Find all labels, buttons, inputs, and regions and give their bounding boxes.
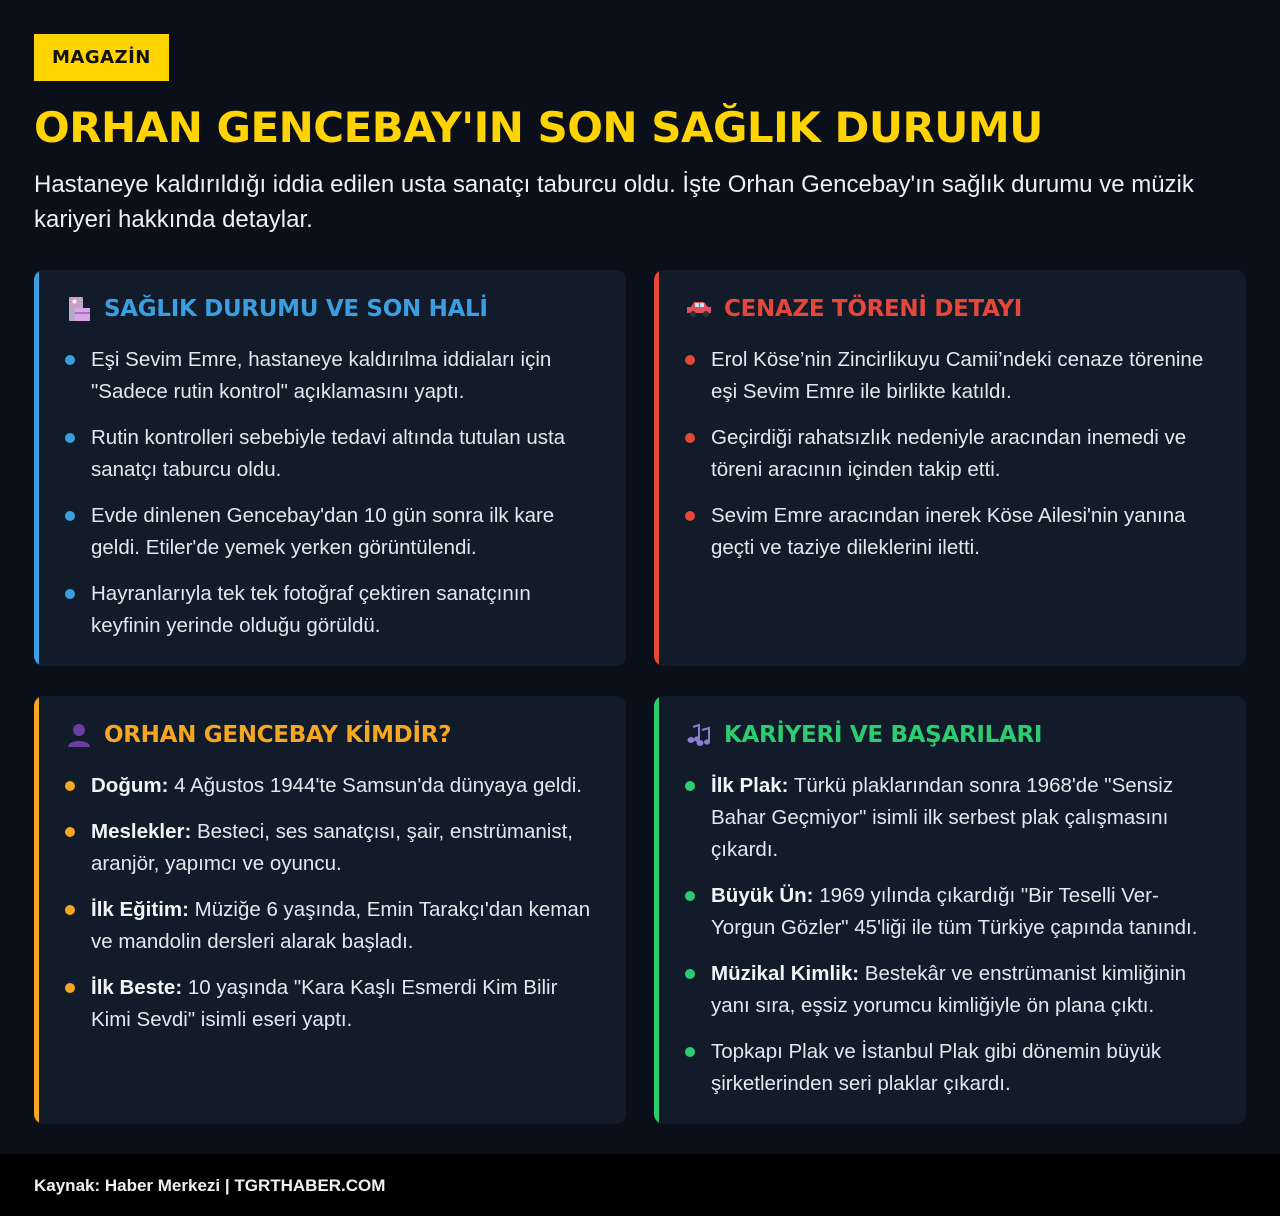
bullet-dot-icon [65, 589, 75, 599]
card-title: KARİYERİ VE BAŞARILARI [724, 722, 1043, 748]
card-title: ORHAN GENCEBAY KİMDİR? [104, 722, 452, 748]
bullet-list [684, 344, 1220, 564]
bullet-dot-icon [685, 781, 695, 791]
list-item: Eşi Sevim Emre, hastaneye kaldırılma iddiaları için "Sadece rutin kontrol" açıklamasını yaptı. [64, 344, 600, 408]
card-header [64, 292, 600, 326]
list-item: İlk Eğitim: Müziğe 6 yaşında, Emin Tarakçı'dan keman ve mandolin dersleri alarak başladı. [64, 894, 600, 958]
bullet-dot-icon [65, 827, 75, 837]
info-cards-grid [34, 270, 1246, 1124]
bullet-dot-icon [685, 969, 695, 979]
bullet-dot-icon [65, 511, 75, 521]
bullet-dot-icon [685, 891, 695, 901]
bullet-dot-icon [65, 905, 75, 915]
card-title: CENAZE TÖRENİ DETAYI [724, 296, 1023, 322]
card-funeral-detail [654, 270, 1246, 666]
card-health-status [34, 270, 626, 666]
list-item: Topkapı Plak ve İstanbul Plak gibi dönemin büyük şirketlerinden seri plaklar çıkardı. [684, 1036, 1220, 1100]
list-item: Sevim Emre aracından inerek Köse Ailesi'nin yanına geçti ve taziye dileklerini iletti. [684, 500, 1220, 564]
list-item: Geçirdiği rahatsızlık nedeniyle aracından inemedi ve töreni aracının içinden takip etti. [684, 422, 1220, 486]
card-header [684, 718, 1220, 752]
person-icon [64, 720, 94, 750]
car-icon [684, 294, 714, 324]
bullet-list [64, 770, 600, 1036]
hospital-icon [64, 294, 94, 324]
category-badge[interactable]: MAGAZİN [34, 34, 169, 81]
bullet-dot-icon [65, 781, 75, 791]
list-item: Erol Köse’nin Zincirlikuyu Camii’ndeki cenaze törenine eşi Sevim Emre ile birlikte katıldı. [684, 344, 1220, 408]
source-footer [0, 1154, 1280, 1216]
bullet-dot-icon [685, 433, 695, 443]
card-header [684, 292, 1220, 326]
list-item: İlk Beste: 10 yaşında "Kara Kaşlı Esmerdi Kim Bilir Kimi Sevdi" isimli eseri yaptı. [64, 972, 600, 1036]
bullet-dot-icon [685, 1047, 695, 1057]
bullet-dot-icon [685, 511, 695, 521]
music-notes-icon [684, 720, 714, 750]
bullet-dot-icon [65, 983, 75, 993]
bullet-dot-icon [685, 355, 695, 365]
card-header [64, 718, 600, 752]
list-item: Hayranlarıyla tek tek fotoğraf çektiren sanatçının keyfinin yerinde olduğu görüldü. [64, 578, 600, 642]
list-item: Müzikal Kimlik: Bestekâr ve enstrümanist kimliğinin yanı sıra, eşsiz yorumcu kimliğiyle ön plana çıktı. [684, 958, 1220, 1022]
card-career [654, 696, 1246, 1124]
page-subtitle: Hastaneye kaldırıldığı iddia edilen usta sanatçı taburcu oldu. İşte Orhan Gencebay'ın sağlık durumu ve müzik kariyeri hakkında detaylar. [34, 171, 1194, 233]
list-item: Doğum: 4 Ağustos 1944'te Samsun'da dünyaya geldi. [64, 770, 600, 802]
list-item: Meslekler: Besteci, ses sanatçısı, şair, enstrümanist, aranjör, yapımcı ve oyuncu. [64, 816, 600, 880]
list-item: Evde dinlenen Gencebay'dan 10 gün sonra ilk kare geldi. Etiler'de yemek yerken görüntülendi. [64, 500, 600, 564]
list-item: İlk Plak: Türkü plaklarından sonra 1968'de "Sensiz Bahar Geçmiyor" isimli ilk serbest plak çalışmasını çıkardı. [684, 770, 1220, 866]
bullet-list [64, 344, 600, 642]
list-item: Büyük Ün: 1969 yılında çıkardığı "Bir Teselli Ver-Yorgun Gözler" 45'liği ile tüm Türkiye çapında tanındı. [684, 880, 1220, 944]
list-item: Rutin kontrolleri sebebiyle tedavi altında tutulan usta sanatçı taburcu oldu. [64, 422, 600, 486]
card-biography [34, 696, 626, 1124]
source-credit[interactable]: Kaynak: Haber Merkezi | TGRTHABER.COM [34, 1176, 386, 1195]
bullet-dot-icon [65, 433, 75, 443]
bullet-dot-icon [65, 355, 75, 365]
bullet-list [684, 770, 1220, 1100]
card-title: SAĞLIK DURUMU VE SON HALİ [104, 296, 488, 322]
page-title: ORHAN GENCEBAY'IN SON SAĞLIK DURUMU [34, 103, 1043, 152]
